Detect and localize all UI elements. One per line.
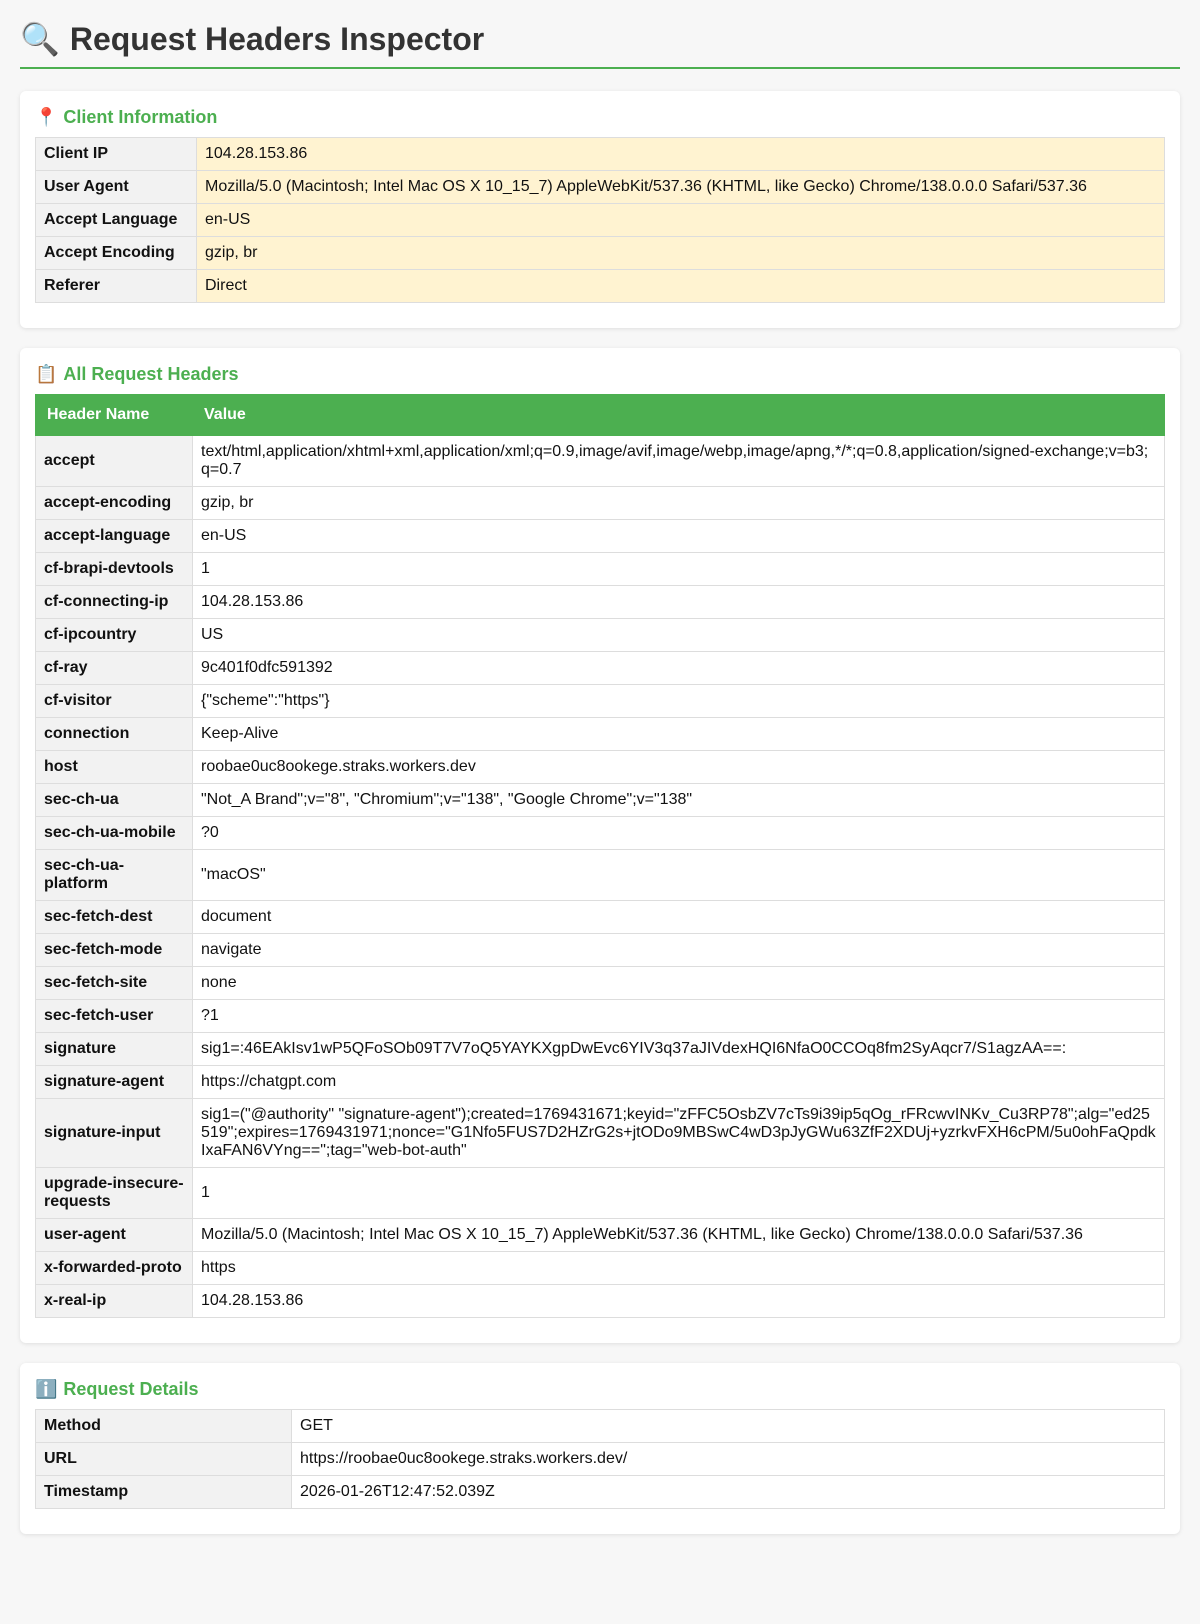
request-details-table	[35, 1409, 1165, 1509]
row-label: cf-connecting-ip	[36, 586, 193, 619]
client-information-table	[35, 137, 1165, 303]
row-value: ?1	[193, 1000, 1165, 1033]
row-label: Method	[36, 1410, 292, 1443]
row-label: sec-fetch-user	[36, 1000, 193, 1033]
row-value: 104.28.153.86	[193, 1285, 1165, 1318]
request-details-title: Request Details	[63, 1379, 199, 1399]
table-row	[36, 1099, 1165, 1168]
row-label: connection	[36, 718, 193, 751]
row-label: accept-language	[36, 520, 193, 553]
row-value: "macOS"	[193, 850, 1165, 901]
client-information-rows	[36, 138, 1165, 303]
table-row	[36, 487, 1165, 520]
table-row	[36, 652, 1165, 685]
clipboard-icon: 📋	[35, 364, 58, 384]
row-label: Client IP	[36, 138, 197, 171]
row-label: cf-brapi-devtools	[36, 553, 193, 586]
page-title-text: Request Headers Inspector	[69, 21, 485, 57]
request-details-rows	[36, 1410, 1165, 1509]
table-row	[36, 850, 1165, 901]
row-value: document	[193, 901, 1165, 934]
row-label: cf-ipcountry	[36, 619, 193, 652]
table-row	[36, 718, 1165, 751]
row-value: "Not_A Brand";v="8", "Chromium";v="138", "Google Chrome";v="138"	[193, 784, 1165, 817]
row-value: 1	[193, 553, 1165, 586]
table-row	[36, 901, 1165, 934]
column-header-value: Value	[193, 395, 1165, 436]
row-label: User Agent	[36, 171, 197, 204]
row-label: sec-ch-ua-mobile	[36, 817, 193, 850]
client-information-card	[20, 91, 1180, 328]
row-label: x-real-ip	[36, 1285, 193, 1318]
row-value: en-US	[197, 204, 1165, 237]
row-value: US	[193, 619, 1165, 652]
table-row	[36, 1000, 1165, 1033]
table-row	[36, 586, 1165, 619]
request-detail-row	[36, 1476, 1165, 1509]
table-row	[36, 553, 1165, 586]
row-label: x-forwarded-proto	[36, 1252, 193, 1285]
all-request-headers-heading	[35, 362, 1165, 386]
row-label: URL	[36, 1443, 292, 1476]
column-header-name: Header Name	[36, 395, 193, 436]
row-value: Keep-Alive	[193, 718, 1165, 751]
client-info-row	[36, 270, 1165, 303]
row-label: Timestamp	[36, 1476, 292, 1509]
table-row	[36, 1285, 1165, 1318]
row-value: text/html,application/xhtml+xml,application/xml;q=0.9,image/avif,image/webp,image/apng,*/*;q=0.8,application/signed-exchange;v=b3;q=0.7	[193, 436, 1165, 487]
row-value: sig1=("@authority" "signature-agent");created=1769431671;keyid="zFFC5OsbZV7cTs9i39ip5qOg_rFRcwvINKv_Cu3RP78";alg="ed25519";expires=1769431971;nonce="G1Nfo5FUS7D2HZrG2s+jtODo9MBSwC4wD3pJyGWu63ZfF2XDUj+yzrkvFXH6cPM/5u0ohFaQpdkIxaFAN6VYng==";tag="web-bot-auth"	[193, 1099, 1165, 1168]
request-details-heading	[35, 1377, 1165, 1401]
row-value: 104.28.153.86	[193, 586, 1165, 619]
row-value: sig1=:46EAkIsv1wP5QFoSOb09T7V7oQ5YAYKXgpDwEvc6YIV3q37aJIVdexHQI6NfaO0CCOq8fm2SyAqcr7/S1agzAA==:	[193, 1033, 1165, 1066]
table-row	[36, 934, 1165, 967]
table-header-row	[36, 395, 1165, 436]
row-value: 2026-01-26T12:47:52.039Z	[292, 1476, 1165, 1509]
client-info-row	[36, 237, 1165, 270]
row-value: navigate	[193, 934, 1165, 967]
row-value: Mozilla/5.0 (Macintosh; Intel Mac OS X 10_15_7) AppleWebKit/537.36 (KHTML, like Gecko) Chrome/138.0.0.0 Safari/537.36	[193, 1219, 1165, 1252]
info-icon: ℹ️	[35, 1379, 58, 1399]
request-detail-row	[36, 1410, 1165, 1443]
request-headers-rows	[36, 436, 1165, 1318]
client-info-row	[36, 138, 1165, 171]
row-label: upgrade-insecure-requests	[36, 1168, 193, 1219]
row-label: sec-fetch-site	[36, 967, 193, 1000]
row-label: sec-fetch-mode	[36, 934, 193, 967]
row-value: 1	[193, 1168, 1165, 1219]
row-value: Mozilla/5.0 (Macintosh; Intel Mac OS X 10_15_7) AppleWebKit/537.36 (KHTML, like Gecko) Chrome/138.0.0.0 Safari/537.36	[197, 171, 1165, 204]
table-row	[36, 1168, 1165, 1219]
row-label: accept-encoding	[36, 487, 193, 520]
row-value: GET	[292, 1410, 1165, 1443]
row-value: https	[193, 1252, 1165, 1285]
table-row	[36, 967, 1165, 1000]
pushpin-icon: 📍	[35, 107, 58, 127]
client-info-row	[36, 204, 1165, 237]
client-information-title: Client Information	[63, 107, 218, 127]
request-headers-table	[35, 394, 1165, 1318]
all-request-headers-title: All Request Headers	[63, 364, 239, 384]
request-details-card	[20, 1363, 1180, 1534]
row-label: sec-fetch-dest	[36, 901, 193, 934]
table-row	[36, 619, 1165, 652]
row-label: user-agent	[36, 1219, 193, 1252]
row-label: Referer	[36, 270, 197, 303]
table-row	[36, 520, 1165, 553]
table-row	[36, 1252, 1165, 1285]
table-row	[36, 1066, 1165, 1099]
row-label: sec-ch-ua	[36, 784, 193, 817]
row-label: accept	[36, 436, 193, 487]
table-row	[36, 685, 1165, 718]
client-info-row	[36, 171, 1165, 204]
row-label: sec-ch-ua-platform	[36, 850, 193, 901]
table-row	[36, 817, 1165, 850]
row-value: roobae0uc8ookege.straks.workers.dev	[193, 751, 1165, 784]
row-label: signature-input	[36, 1099, 193, 1168]
row-label: signature	[36, 1033, 193, 1066]
row-value: 104.28.153.86	[197, 138, 1165, 171]
page-title	[20, 0, 1180, 69]
table-row	[36, 1219, 1165, 1252]
row-value: {"scheme":"https"}	[193, 685, 1165, 718]
request-detail-row	[36, 1443, 1165, 1476]
row-label: host	[36, 751, 193, 784]
row-value: ?0	[193, 817, 1165, 850]
row-label: Accept Language	[36, 204, 197, 237]
row-label: cf-visitor	[36, 685, 193, 718]
row-value: none	[193, 967, 1165, 1000]
magnifier-icon: 🔍	[20, 21, 60, 57]
all-request-headers-card	[20, 348, 1180, 1343]
row-label: signature-agent	[36, 1066, 193, 1099]
row-label: cf-ray	[36, 652, 193, 685]
row-value: gzip, br	[193, 487, 1165, 520]
row-value: Direct	[197, 270, 1165, 303]
row-value: gzip, br	[197, 237, 1165, 270]
table-row	[36, 436, 1165, 487]
row-value: https://chatgpt.com	[193, 1066, 1165, 1099]
row-label: Accept Encoding	[36, 237, 197, 270]
row-value: https://roobae0uc8ookege.straks.workers.dev/	[292, 1443, 1165, 1476]
table-row	[36, 751, 1165, 784]
table-row	[36, 1033, 1165, 1066]
row-value: en-US	[193, 520, 1165, 553]
client-information-heading	[35, 105, 1165, 129]
table-row	[36, 784, 1165, 817]
row-value: 9c401f0dfc591392	[193, 652, 1165, 685]
